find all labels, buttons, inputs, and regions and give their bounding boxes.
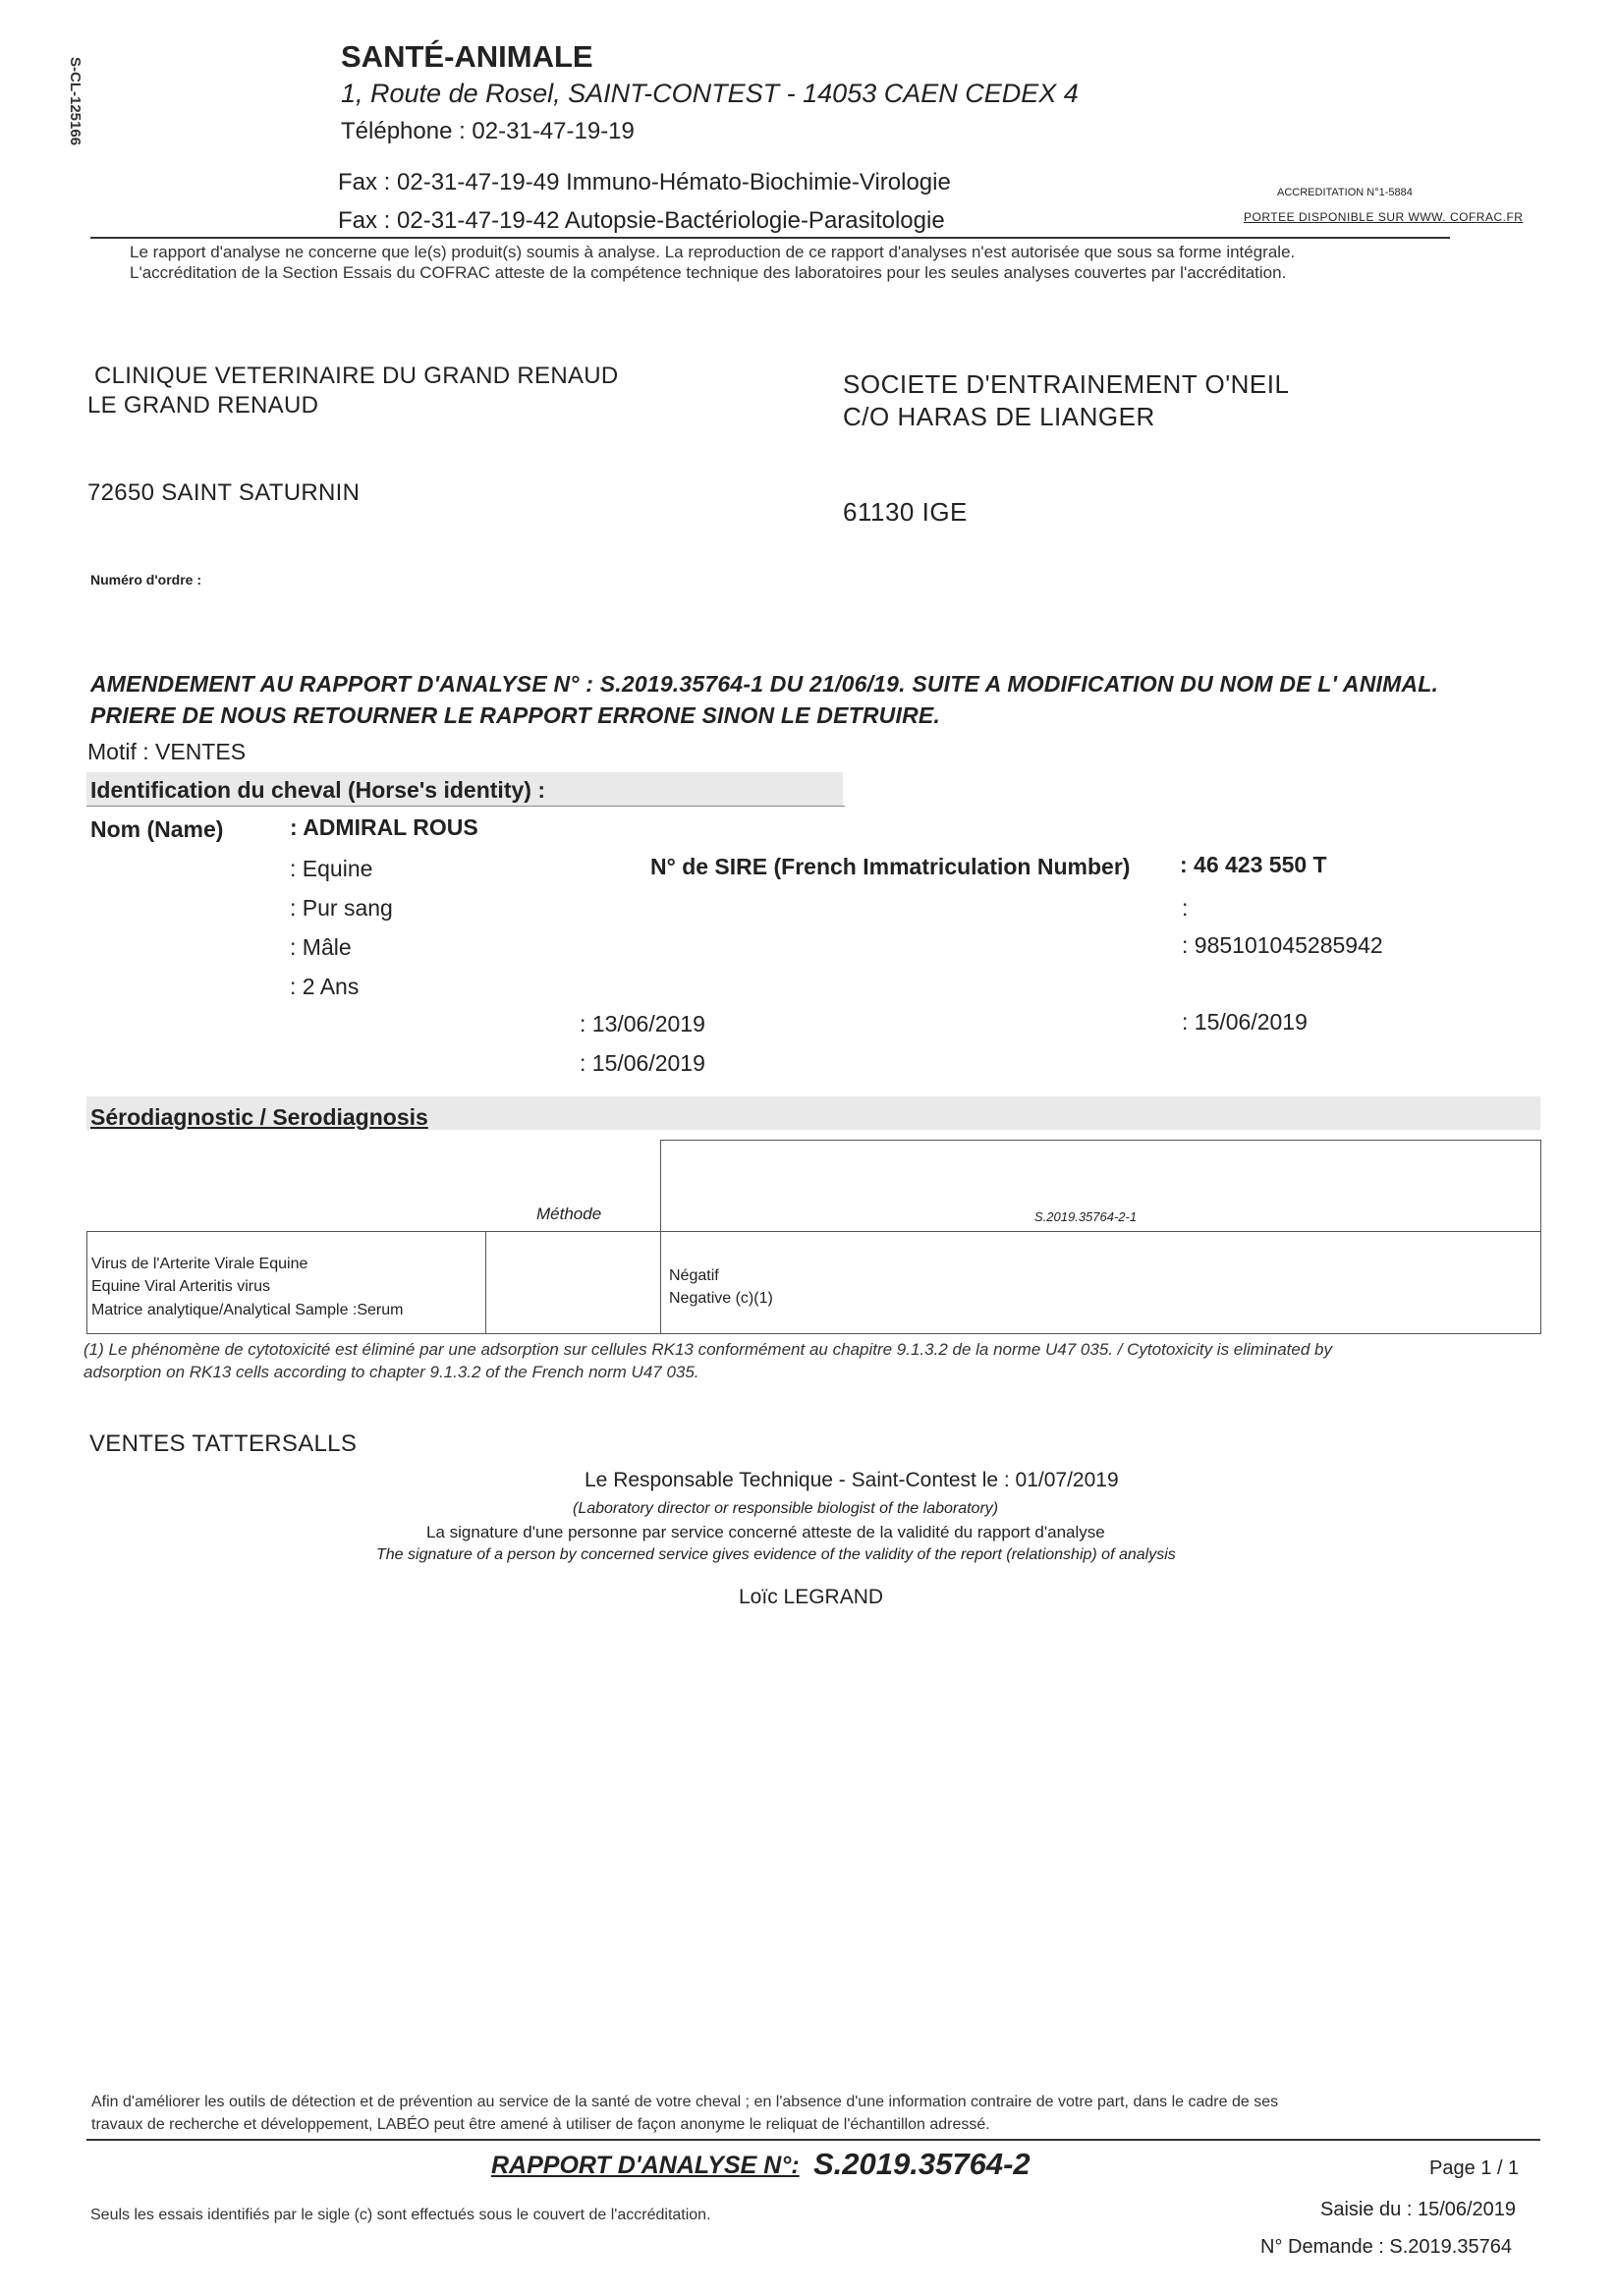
microchip-number: : 985101045285942 (1182, 932, 1383, 958)
report-label: RAPPORT D'ANALYSE N°: (491, 2152, 800, 2179)
lab-address: 1, Route de Rosel, SAINT-CONTEST - 14053 CAEN CEDEX 4 (341, 79, 1079, 108)
sire-label: N° de SIRE (French Immatriculation Number) (650, 854, 1131, 879)
table-col-divider-1 (485, 1231, 486, 1333)
sender-line-1: CLINIQUE VETERINAIRE DU GRAND RENAUD (94, 363, 619, 389)
identification-underline (86, 806, 845, 807)
horse-name-value: : ADMIRAL ROUS (290, 814, 478, 840)
result-line-2: Negative (c)(1) (669, 1290, 773, 1307)
signature-line-4: The signature of a person by concerned service gives evidence of the validity of the report (relationship) of analysis (376, 1546, 1176, 1563)
sender-line-2: LE GRAND RENAUD (87, 392, 319, 419)
sample-header: S.2019.35764-2-1 (1034, 1209, 1138, 1224)
recipient-city: 61130 IGE (843, 497, 968, 527)
sender-city: 72650 SAINT SATURNIN (87, 479, 361, 506)
footnote-line-2: adsorption on RK13 cells according to chapter 9.1.3.2 of the French norm U47 035. (84, 1363, 699, 1381)
lab-fax-autopsie: Fax : 02-31-47-19-42 Autopsie-Bactériologie-Parasitologie (338, 207, 945, 234)
recipient-line-2: C/O HARAS DE LIANGER (843, 402, 1155, 431)
signature-line-2: (Laboratory director or responsible biologist of the laboratory) (573, 1500, 999, 1517)
table-col-divider-2 (660, 1140, 661, 1333)
recipient-line-1: SOCIETE D'ENTRAINEMENT O'NEIL (843, 369, 1290, 399)
signature-line-3: La signature d'une personne par service concerné atteste de la validité du rapport d'analyse (426, 1523, 1105, 1541)
entry-date: Saisie du : 15/06/2019 (1320, 2199, 1517, 2220)
footer-notice-line-2: travaux de recherche et développement, LABÉO peut être amené à utiliser de façon anonyme le reliquat de l'échantillon adressé. (91, 2116, 990, 2133)
accreditation-scope: PORTEE DISPONIBLE SUR WWW. COFRAC.FR (1244, 210, 1524, 224)
analyte-line-2: Equine Viral Arteritis virus (91, 1278, 270, 1295)
table-right-border (1540, 1140, 1541, 1333)
horse-sex: : Mâle (290, 934, 352, 960)
footer-notice-line-1: Afin d'améliorer les outils de détection et de prévention au service de la santé de votre cheval ; en l'absence d'une information contraire de votre part, dans le cadre de ses (91, 2094, 1279, 2110)
method-header: Méthode (536, 1204, 602, 1223)
disclaimer-line-2: L'accréditation de la Section Essais du COFRAC atteste de la compétence technique des laboratoires pour les seules analyses couvertes par l'accréditation. (130, 263, 1287, 282)
page-indicator: Page 1 / 1 (1429, 2157, 1520, 2179)
date-field-1: : 13/06/2019 (580, 1011, 705, 1036)
comment: VENTES TATTERSALLS (89, 1430, 358, 1457)
lab-fax-immuno: Fax : 02-31-47-19-49 Immuno-Hémato-Biochimie-Virologie (338, 169, 951, 196)
analyte-line-1: Virus de l'Arterite Virale Equine (91, 1256, 308, 1272)
amendment-line-2: PRIERE DE NOUS RETOURNER LE RAPPORT ERRONE SINON LE DETRUIRE. (90, 702, 941, 728)
horse-name-label: Nom (Name) (90, 816, 224, 842)
footnote-line-1: (1) Le phénomène de cytotoxicité est éliminé par une adsorption sur cellules RK13 conformément au chapitre 9.1.3.2 de la norme U47 035. / Cytotoxicity is eliminated by (84, 1340, 1332, 1359)
date-field-3: : 15/06/2019 (580, 1050, 705, 1076)
footer-divider (86, 2139, 1540, 2141)
side-reference-code: S-CL-125166 (67, 57, 84, 146)
header-divider (90, 237, 1450, 239)
horse-species: : Equine (290, 856, 373, 881)
date-field-2: : 15/06/2019 (1182, 1009, 1308, 1035)
serology-title: Sérodiagnostic / Serodiagnosis (90, 1104, 428, 1130)
accreditation-number: ACCREDITATION N°1-5884 (1277, 187, 1413, 198)
motif: Motif : VENTES (87, 739, 247, 764)
horse-age: : 2 Ans (290, 974, 360, 999)
table-bottom-border (86, 1333, 1541, 1334)
identification-title: Identification du cheval (Horse's identity) : (90, 777, 545, 803)
table-top-border (660, 1140, 1541, 1141)
signatory-name: Loïc LEGRAND (739, 1586, 884, 1608)
horse-breed: : Pur sang (290, 895, 393, 921)
disclaimer-line-1: Le rapport d'analyse ne concerne que le(s) produit(s) soumis à analyse. La reproduction de ce rapport d'analyses n'est autorisée que sous sa forme intégrale. (130, 243, 1296, 261)
table-header-divider (86, 1231, 1541, 1232)
table-left-border (86, 1231, 87, 1333)
request-number: N° Demande : S.2019.35764 (1260, 2236, 1512, 2258)
result-line-1: Négatif (669, 1267, 719, 1284)
accreditation-note: Seuls les essais identifiés par le sigle (c) sont effectués sous le couvert de l'accréditation. (90, 2207, 711, 2223)
analyte-line-3: Matrice analytique/Analytical Sample :Serum (91, 1302, 404, 1318)
empty-field-colon: : (1182, 895, 1189, 921)
signature-line-1: Le Responsable Technique - Saint-Contest le : 01/07/2019 (585, 1469, 1119, 1491)
order-number-label: Numéro d'ordre : (90, 572, 202, 588)
report-number: S.2019.35764-2 (813, 2147, 1031, 2181)
lab-phone: Téléphone : 02-31-47-19-19 (341, 118, 635, 144)
sire-value: : 46 423 550 T (1180, 852, 1327, 877)
amendment-line-1: AMENDEMENT AU RAPPORT D'ANALYSE N° : S.2019.35764-1 DU 21/06/19. SUITE A MODIFICATION DU NOM DE L' ANIMAL. (90, 671, 1439, 697)
lab-name: SANTÉ-ANIMALE (341, 39, 593, 74)
